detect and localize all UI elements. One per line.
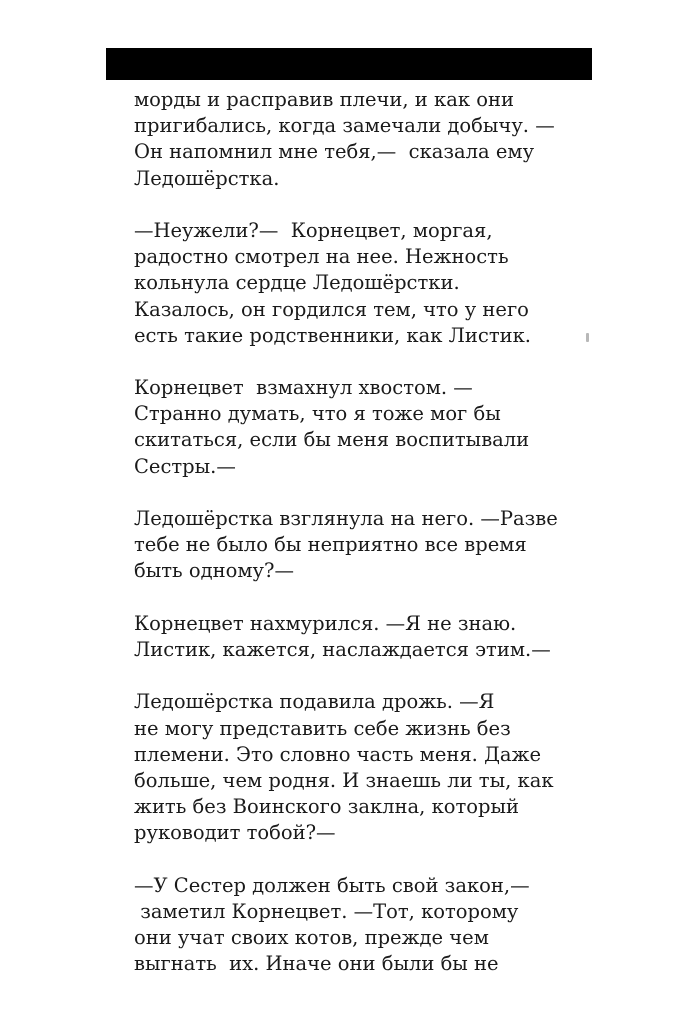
text-line: есть такие родственники, как Листик.	[134, 323, 531, 347]
text-line: жить без Воинского заклна, который	[134, 795, 520, 819]
text-line: Ледошёрстка подавила дрожь. —Я	[134, 690, 495, 714]
paragraph-gap	[134, 585, 574, 611]
text-body	[134, 87, 574, 977]
text-line: Ледошёрстка взглянула на него. —Разве	[134, 507, 558, 530]
paragraph-gap	[134, 480, 574, 506]
text-line: Странно думать, что я тоже мог бы	[134, 402, 501, 426]
text-line: Сестры.—	[134, 454, 236, 478]
text-line: Корнецвет взмахнул хвостом. —	[134, 376, 473, 400]
text-line: кольнула сердце Ледошёрстки.	[134, 271, 460, 295]
text-line: Листик, кажется, наслаждается этим.—	[134, 637, 551, 661]
text-line: пригибались, когда замечали добычу. —	[134, 114, 555, 138]
text-line: радостно смотрел на нее. Нежность	[134, 245, 509, 269]
text-line: морды и расправив плечи, и как они	[134, 88, 514, 111]
text-line: скитаться, если бы меня воспитывали	[134, 428, 530, 452]
text-line: быть одному?—	[134, 559, 294, 583]
paragraph-gap	[134, 349, 574, 375]
text-line: больше, чем родня. И знаешь ли ты, как	[134, 768, 554, 792]
paragraph-gap	[134, 663, 574, 689]
text-line: —У Сестер должен быть свой закон,—	[134, 873, 530, 897]
text-line: —Неужели?— Корнецвет, моргая,	[134, 218, 493, 242]
redaction-bar	[106, 48, 592, 80]
text-line: заметил Корнецвет. —Тот, которому	[134, 899, 519, 923]
text-line: Казалось, он гордился тем, что у него	[134, 297, 529, 321]
paragraph-gap	[134, 846, 574, 872]
text-line: Он напомнил мне тебя,— сказала ему	[134, 140, 535, 164]
text-line: тебе не было бы неприятно все время	[134, 533, 527, 557]
text-line: они учат своих котов, прежде чем	[134, 926, 489, 949]
scroll-indicator[interactable]	[586, 333, 589, 342]
text-line: выгнать их. Иначе они были бы не	[134, 952, 499, 976]
text-line: Ледошёрстка.	[134, 166, 280, 190]
paragraph-gap	[134, 192, 574, 218]
text-line: не могу представить себе жизнь без	[134, 716, 511, 740]
text-line: племени. Это словно часть меня. Даже	[134, 742, 542, 766]
text-line: руководит тобой?—	[134, 821, 336, 845]
text-line: Корнецвет нахмурился. —Я не знаю.	[134, 611, 517, 635]
